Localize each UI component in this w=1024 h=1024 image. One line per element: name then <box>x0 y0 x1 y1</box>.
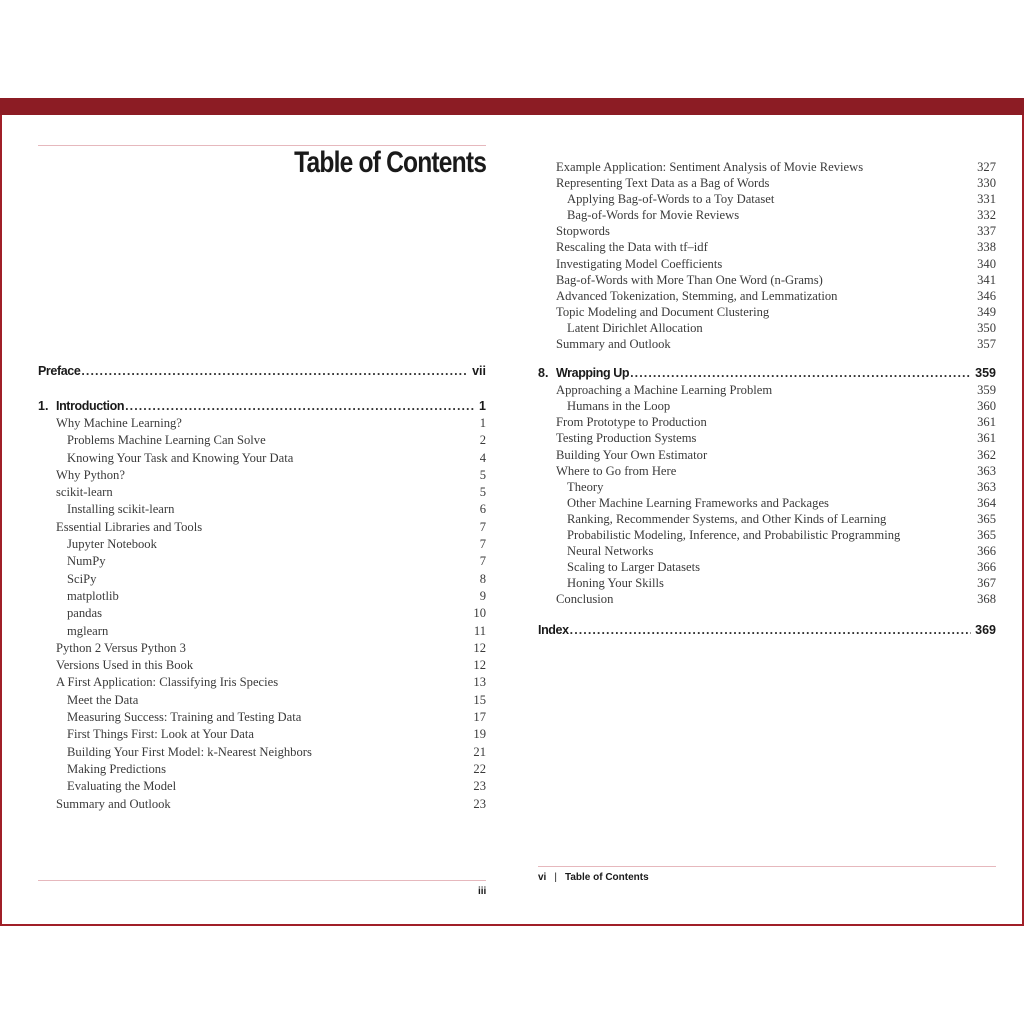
toc-entry-label: Approaching a Machine Learning Problem <box>556 383 773 398</box>
toc-entry-page: 350 <box>977 320 996 335</box>
toc-entry-label: Other Machine Learning Frameworks and Packages <box>567 495 829 510</box>
toc-entry-label: Testing Production Systems <box>556 431 697 446</box>
toc-entry-label: Latent Dirichlet Allocation <box>567 320 703 335</box>
toc-entry-page: 363 <box>977 463 996 478</box>
toc-entry-page: 21 <box>473 744 486 759</box>
toc-entry-label: A First Application: Classifying Iris Species <box>56 675 279 690</box>
toc-entry[interactable] <box>538 575 996 591</box>
leader-dots <box>630 364 971 382</box>
toc-entry[interactable] <box>538 191 996 207</box>
toc-entry-page: 17 <box>473 710 486 725</box>
toc-entry[interactable] <box>38 536 486 553</box>
toc-entry[interactable] <box>538 398 996 414</box>
toc-entry-page: 340 <box>977 256 996 271</box>
toc-entry-page: 2 <box>479 433 486 448</box>
toc-preface[interactable] <box>38 362 486 380</box>
toc-entry-label: matplotlib <box>67 588 119 603</box>
toc-entry-page: 331 <box>977 192 996 207</box>
toc-entry[interactable] <box>38 450 486 467</box>
toc-entry[interactable] <box>38 467 486 484</box>
toc-entry-page: 19 <box>473 727 486 742</box>
toc-entry[interactable] <box>538 559 996 575</box>
toc-entry-label: Representing Text Data as a Bag of Words <box>556 176 770 191</box>
page-title: Table of Contents <box>294 146 486 179</box>
toc-entry-page: 330 <box>977 176 996 191</box>
toc-entry-page: 22 <box>473 761 486 776</box>
toc-entry-label: Summary and Outlook <box>56 796 171 811</box>
chapter-page: 359 <box>975 366 996 381</box>
toc-entry-label: NumPy <box>67 554 106 569</box>
toc-entry[interactable] <box>538 288 996 304</box>
toc-entry-label: Measuring Success: Training and Testing Data <box>67 710 302 725</box>
chapter-title: Wrapping Up <box>556 366 630 381</box>
toc-index-label: Index <box>538 623 569 638</box>
toc-entry-page: 6 <box>479 502 486 517</box>
toc-entry[interactable] <box>38 761 486 778</box>
toc-entry-page: 332 <box>977 208 996 223</box>
top-color-bar <box>0 98 1024 115</box>
toc-entry[interactable] <box>538 256 996 272</box>
toc-entry-page: 364 <box>977 495 996 510</box>
right-entry-list-top <box>538 159 996 352</box>
toc-index-page: 369 <box>975 623 996 638</box>
chapter-page: 1 <box>479 399 486 413</box>
chapter-number: 1. <box>38 399 49 413</box>
toc-index[interactable] <box>538 621 996 639</box>
toc-entry-page: 357 <box>977 337 996 352</box>
toc-entry-label: Problems Machine Learning Can Solve <box>67 433 266 448</box>
left-entry-list <box>38 415 486 813</box>
toc-entry-label: Investigating Model Coefficients <box>556 256 723 271</box>
toc-entry[interactable] <box>538 207 996 223</box>
toc-entry-page: 10 <box>473 606 486 621</box>
toc-entry[interactable] <box>538 320 996 336</box>
toc-entry-page: 361 <box>977 415 996 430</box>
toc-entry[interactable] <box>38 778 486 795</box>
toc-entry[interactable] <box>538 223 996 239</box>
toc-entry[interactable] <box>538 511 996 527</box>
toc-entry[interactable] <box>538 382 996 398</box>
toc-entry-page: 4 <box>479 450 486 465</box>
toc-entry[interactable] <box>538 239 996 255</box>
leader-dots <box>81 362 468 380</box>
right-footer <box>538 872 649 883</box>
toc-entry-page: 1 <box>479 416 486 430</box>
toc-entry[interactable] <box>38 553 486 570</box>
toc-entry[interactable] <box>38 415 486 432</box>
toc-entry-label: Probabilistic Modeling, Inference, and Probabilistic Programming <box>567 527 901 542</box>
toc-entry-page: 368 <box>977 592 996 607</box>
toc-entry-page: 360 <box>977 399 996 414</box>
leader-dots <box>570 621 971 639</box>
toc-entry-label: Example Application: Sentiment Analysis of Movie Reviews <box>556 160 864 174</box>
toc-entry[interactable] <box>538 495 996 511</box>
toc-entry-page: 5 <box>479 467 486 482</box>
toc-entry-label: scikit-learn <box>56 485 113 500</box>
toc-entry-label: Building Your First Model: k-Nearest Neighbors <box>67 744 312 759</box>
toc-entry[interactable] <box>38 692 486 709</box>
toc-entry-page: 341 <box>977 272 996 287</box>
toc-entry-label: Neural Networks <box>567 544 654 559</box>
toc-entry-label: Installing scikit-learn <box>67 502 175 517</box>
toc-entry-page: 7 <box>479 537 486 552</box>
toc-entry-page: 363 <box>977 479 996 494</box>
toc-entry-label: From Prototype to Production <box>556 415 707 430</box>
toc-entry-label: Jupyter Notebook <box>67 537 157 552</box>
left-footer-page-number: iii <box>478 886 487 897</box>
toc-entry-page: 327 <box>977 160 996 174</box>
toc-entry[interactable] <box>38 726 486 743</box>
toc-entry-label: Essential Libraries and Tools <box>56 519 203 534</box>
toc-preface-page: vii <box>472 364 486 378</box>
toc-entry[interactable] <box>38 484 486 501</box>
toc-entry-label: Ranking, Recommender Systems, and Other Kinds of Learning <box>567 511 887 526</box>
toc-entry[interactable] <box>38 709 486 726</box>
toc-preface-label: Preface <box>38 364 81 378</box>
toc-chapter-1[interactable] <box>38 397 486 415</box>
toc-entry-page: 361 <box>977 431 996 446</box>
toc-entry-label: pandas <box>67 606 102 621</box>
toc-entry-label: mglearn <box>67 623 109 638</box>
toc-entry[interactable] <box>38 744 486 761</box>
toc-entry-label: Summary and Outlook <box>556 337 671 352</box>
toc-entry-label: Why Python? <box>56 467 125 482</box>
toc-entry-page: 346 <box>977 288 996 303</box>
toc-entry[interactable] <box>538 159 996 175</box>
toc-entry-label: Conclusion <box>556 592 614 607</box>
toc-entry-page: 337 <box>977 224 996 239</box>
toc-entry-label: Evaluating the Model <box>67 779 177 794</box>
right-entry-list-ch8 <box>538 382 996 607</box>
toc-entry[interactable] <box>538 304 996 320</box>
toc-entry[interactable] <box>538 591 996 607</box>
toc-entry[interactable] <box>38 432 486 449</box>
toc-entry-page: 365 <box>977 527 996 542</box>
toc-entry-label: Theory <box>567 479 604 494</box>
toc-entry-page: 11 <box>473 623 486 638</box>
toc-entry-page: 23 <box>473 779 486 794</box>
toc-entry[interactable] <box>538 175 996 191</box>
toc-entry[interactable] <box>538 336 996 352</box>
left-footer-rule <box>38 880 486 881</box>
toc-entry-page: 12 <box>473 658 486 673</box>
toc-entry-label: Making Predictions <box>67 761 166 776</box>
toc-entry-label: First Things First: Look at Your Data <box>67 727 254 742</box>
toc-chapter-8[interactable] <box>538 364 996 382</box>
toc-entry-label: SciPy <box>67 571 97 586</box>
toc-entry-page: 5 <box>479 485 486 500</box>
toc-entry[interactable] <box>38 640 486 657</box>
toc-entry-page: 366 <box>977 544 996 559</box>
toc-entry-label: Versions Used in this Book <box>56 658 194 673</box>
toc-entry[interactable] <box>38 796 486 813</box>
toc-entry-page: 9 <box>479 588 486 603</box>
toc-entry[interactable] <box>538 463 996 479</box>
chapter-number: 8. <box>538 366 549 381</box>
toc-entry-page: 338 <box>977 240 996 255</box>
toc-entry-label: Python 2 Versus Python 3 <box>56 640 186 655</box>
toc-entry[interactable] <box>538 414 996 430</box>
toc-entry-page: 15 <box>473 692 486 707</box>
toc-entry[interactable] <box>38 588 486 605</box>
toc-entry-page: 365 <box>977 511 996 526</box>
toc-entry-label: Building Your Own Estimator <box>556 447 708 462</box>
toc-entry[interactable] <box>38 657 486 674</box>
toc-entry[interactable] <box>538 447 996 463</box>
leader-dots <box>125 397 475 415</box>
footer-separator: | <box>554 872 557 883</box>
toc-entry[interactable] <box>38 674 486 691</box>
toc-entry[interactable] <box>38 519 486 536</box>
toc-entry-label: Stopwords <box>556 224 610 239</box>
toc-entry-label: Why Machine Learning? <box>56 416 182 430</box>
toc-entry[interactable] <box>538 543 996 559</box>
toc-entry-label: Bag-of-Words with More Than One Word (n-Grams) <box>556 272 823 287</box>
toc-entry-label: Applying Bag-of-Words to a Toy Dataset <box>567 192 775 207</box>
toc-entry[interactable] <box>38 571 486 588</box>
left-toc <box>38 362 486 813</box>
toc-entry[interactable] <box>538 527 996 543</box>
right-toc <box>538 159 996 639</box>
toc-entry-page: 366 <box>977 560 996 575</box>
toc-entry[interactable] <box>38 623 486 640</box>
toc-entry-page: 8 <box>479 571 486 586</box>
toc-entry-label: Scaling to Larger Datasets <box>567 560 701 575</box>
toc-entry-page: 367 <box>977 576 996 591</box>
right-footer-label: Table of Contents <box>564 872 649 883</box>
toc-entry-page: 362 <box>977 447 996 462</box>
toc-entry-page: 23 <box>473 796 486 811</box>
toc-entry-label: Advanced Tokenization, Stemming, and Lemmatization <box>556 288 838 303</box>
toc-entry[interactable] <box>538 430 996 446</box>
toc-entry-label: Knowing Your Task and Knowing Your Data <box>67 450 294 465</box>
chapter-title: Introduction <box>56 399 125 413</box>
toc-entry-page: 7 <box>479 554 486 569</box>
toc-entry-page: 359 <box>977 383 996 398</box>
toc-entry-label: Humans in the Loop <box>567 399 671 414</box>
toc-entry-label: Meet the Data <box>67 692 139 707</box>
toc-entry-label: Where to Go from Here <box>556 463 677 478</box>
toc-entry-page: 12 <box>473 640 486 655</box>
toc-entry[interactable] <box>538 272 996 288</box>
toc-entry[interactable] <box>38 605 486 622</box>
toc-entry-page: 7 <box>479 519 486 534</box>
toc-entry-label: Topic Modeling and Document Clustering <box>556 304 770 319</box>
right-footer-page-number: vi <box>538 872 547 883</box>
toc-entry-page: 13 <box>473 675 486 690</box>
toc-entry[interactable] <box>38 501 486 518</box>
right-footer-rule <box>538 866 996 867</box>
toc-entry[interactable] <box>538 479 996 495</box>
toc-entry-page: 349 <box>977 304 996 319</box>
toc-entry-label: Bag-of-Words for Movie Reviews <box>567 208 740 223</box>
toc-entry-label: Honing Your Skills <box>567 576 664 591</box>
toc-entry-label: Rescaling the Data with tf–idf <box>556 240 708 255</box>
